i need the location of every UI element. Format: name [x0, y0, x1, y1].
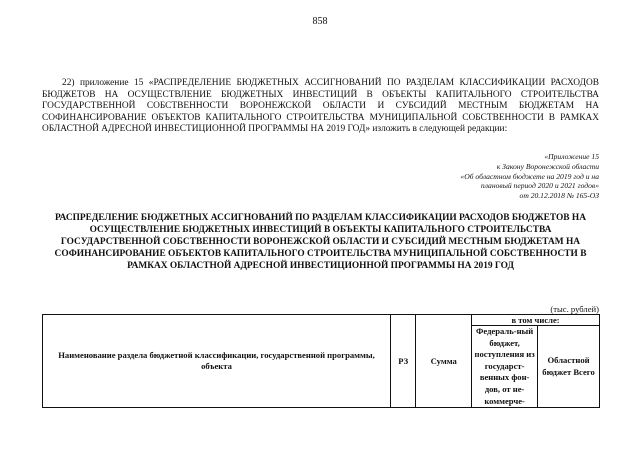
header-rz: РЗ — [390, 315, 415, 408]
header-federal-budget: Федераль-ный бюджет, поступления из государст-венных фон-дов, от не-коммерче- — [472, 326, 538, 408]
appendix-line: от 20.12.2018 № 165-ОЗ — [519, 191, 599, 201]
appendix-line: плановый период 2020 и 2021 годов» — [480, 181, 599, 191]
document-title: РАСПРЕДЕЛЕНИЕ БЮДЖЕТНЫХ АССИГНОВАНИЙ ПО РАЗДЕЛАМ КЛАССИФИКАЦИИ РАСХОДОВ БЮДЖЕТОВ НА ОСУЩЕСТВЛЕНИЕ БЮДЖЕТНЫХ ИНВЕСТИЦИЙ В ОБЪЕКТЫ КАПИТАЛЬНОГО СТРОИТЕЛЬСТВА ГОСУДАРСТВЕННОЙ СОБСТВЕННОСТИ ВОРОНЕЖСКОЙ ОБЛАСТИ И СУБСИДИЙ МЕСТНЫМ БЮДЖЕТАМ НА СОФИНАНСИРОВАНИЕ ОБЪЕКТОВ КАПИТАЛЬНОГО СТРОИТЕЛЬСТВА МУНИЦИПАЛЬНОЙ СОБСТВЕННОСТИ В РАМКАХ ОБЛАСТНОЙ АДРЕСНОЙ ИНВЕСТИЦИОННОЙ ПРОГРАММЫ НА 2019 ГОД — [54, 213, 587, 271]
header-regional-budget: Областной бюджет Всего — [538, 326, 600, 408]
header-name: Наименование раздела бюджетной классификации, государственной программы, объекта — [43, 315, 391, 408]
appendix-reference — [359, 152, 599, 201]
page-number: 858 — [312, 16, 328, 27]
appendix-line: к Закону Воронежской области — [496, 161, 599, 171]
header-sum: Сумма — [416, 315, 472, 408]
appendix-line: «Приложение 15 — [544, 152, 599, 161]
header-including: в том числе: — [472, 315, 600, 326]
table-header-row — [43, 315, 600, 326]
budget-table — [42, 314, 600, 408]
intro-paragraph: 22) приложение 15 «РАСПРЕДЕЛЕНИЕ БЮДЖЕТНЫХ АССИГНОВАНИЙ ПО РАЗДЕЛАМ КЛАССИФИКАЦИИ РАСХОДОВ БЮДЖЕТОВ НА ОСУЩЕСТВЛЕНИЕ БЮДЖЕТНЫХ ИНВЕСТИЦИЙ В ОБЪЕКТЫ КАПИТАЛЬНОГО СТРОИТЕЛЬСТВА ГОСУДАРСТВЕННОЙ СОБСТВЕННОСТИ ВОРОНЕЖСКОЙ ОБЛАСТИ И СУБСИДИЙ МЕСТНЫМ БЮДЖЕТАМ НА СОФИНАНСИРОВАНИЕ ОБЪЕКТОВ КАПИТАЛЬНОГО СТРОИТЕЛЬСТВА МУНИЦИПАЛЬНОЙ СОБСТВЕННОСТИ В РАМКАХ ОБЛАСТНОЙ АДРЕСНОЙ ИНВЕСТИЦИОННОЙ ПРОГРАММЫ НА 2019 ГОД» изложить в следующей редакции: — [42, 78, 599, 135]
appendix-line: «Об областном бюджете на 2019 год и на — [460, 171, 599, 181]
units-label: (тыс. рублей) — [550, 304, 599, 314]
